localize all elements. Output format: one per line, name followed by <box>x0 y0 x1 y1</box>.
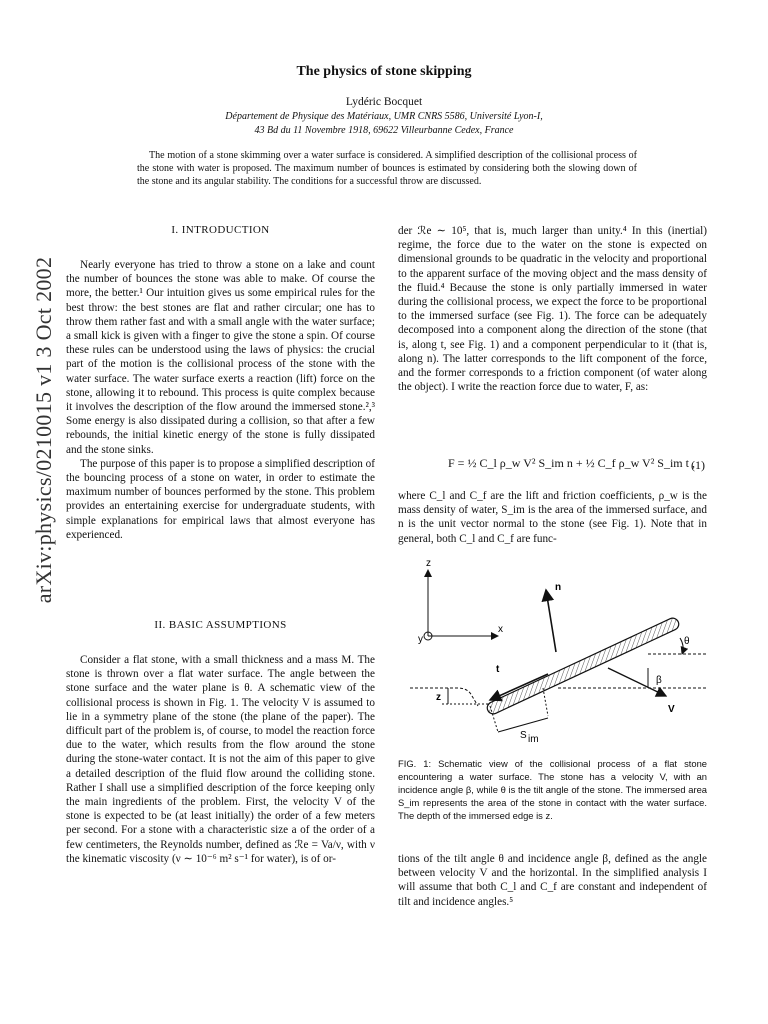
n-label: n <box>555 582 562 593</box>
t-label: t <box>496 664 500 675</box>
right-body-1 <box>398 224 707 394</box>
basic-body <box>66 653 375 866</box>
intro-body <box>66 258 375 542</box>
s-subscript-label: im <box>528 734 539 745</box>
equation-text: F = ½ C_l ρ_w V² S_im n + ½ C_f ρ_w V² S_im t , <box>448 456 695 470</box>
affiliation-line-2: 43 Bd du 11 Novembre 1918, 69622 Villeurbanne Cedex, France <box>254 125 514 136</box>
right-body-2 <box>398 489 707 546</box>
theta-label: θ <box>684 636 690 647</box>
paper-author: Lydéric Bocquet <box>345 96 423 108</box>
intro-heading: I. INTRODUCTION <box>171 224 270 236</box>
v-label: V <box>668 704 675 715</box>
beta-label: β <box>656 675 662 686</box>
right-body-3 <box>398 852 707 909</box>
figure-1 <box>398 556 718 756</box>
figure-1-caption: FIG. 1: Schematic view of the collisional process of a flat stone encountering a water surface. The stone has a velocity V, with an incidence angle β, while θ is the tilt angle of the stone. The immersed area S_im represents the area of the stone in contact with the water surface. The depth of the immersed edge is z. <box>398 758 707 821</box>
z-axis-label: z <box>426 558 431 569</box>
x-axis-label: x <box>498 624 503 635</box>
arxiv-id: arXiv:physics/0210015 v1 3 Oct 2002 <box>31 256 56 604</box>
arxiv-stamp <box>14 200 74 660</box>
equation-number: (1) <box>691 458 705 472</box>
immersed-area-right <box>543 688 548 716</box>
paper-title: The physics of stone skipping <box>296 64 472 79</box>
figure-1-diagram <box>398 556 718 756</box>
basic-paragraph-1: Consider a flat stone, with a small thickness and a mass M. The stone is thrown over a flat water surface. The angle between the stone surface and the water plane is θ. A schematic view of the collisional process is shown in Fig. 1. The velocity V is assumed to lie in a symmetry plane of the stone (the plane of the paper). The difficult part of the problem is, of course, to model the reaction force due to the water, which results from the flow around the stone during the stone-water contact. It is not the aim of this paper to give a detailed description of the fluid flow around the colliding stone. Rather I shall use a simplified description of the force keeping only the main ingredients of the problem. First, the velocity V of the stone is expected to be (at least initially) the order of a few meters per second. For a stone with a characteristic size a of the order of a few centimeters, the Reynolds number, defined as ℛe = Va/ν, with ν the kinematic viscosity (ν ∼ 10⁻⁶ m² s⁻¹ for water), is of or- <box>66 654 375 865</box>
intro-paragraph-1: Nearly everyone has tried to throw a stone on a lake and count the number of bounces the stone was able to make. Of course the more, the better.¹ Our intuition gives us some empirical rules for the best throw: the best stones are flat and rather circular; one has to throw them rather fast and with a small angle with the water surface; a small kick is given with a finger to give the stone a spin. Of course these rules can be understood using the laws of physics: the crucial part of the motion is the collisional process of the stone with the water surface. The water surface exerts a reaction (lift) force on the stone, allowing it to rebound. This process is quite complex because it involves the description of the flow around the immersed stone.²,³ Some energy is also dissipated during a collision, so that after a few rebounds, the initial kinetic energy of the stone is fully dissipated and the stone sinks. <box>66 259 375 456</box>
y-axis-label: y <box>418 634 423 645</box>
water-surface-left <box>410 688 478 706</box>
depth-label: z <box>436 692 441 703</box>
stone <box>485 616 680 716</box>
right-paragraph-1: der ℛe ∼ 10⁵, that is, much larger than unity.⁴ In this (inertial) regime, the force due to the water on the stone is expected on dimensional grounds to be quadratic in the velocity and proportional to the apparent surface of the moving object and the mass density of the fluid.⁴ Because the stone is only partially immersed in water during the collisional process, we expect the force to be proportional to the immersed surface (see Fig. 1). The force can be adequately decomposed into a component along the direction of the stone (that is, along t, see Fig. 1) and a component perpendicular to it (that is, along n). The latter corresponds to the lift component of the force, and the former corresponds to a friction component (of water along the object). I write the reaction force due to water, F, as: <box>398 225 707 394</box>
normal-vector <box>546 590 556 652</box>
right-paragraph-3: tions of the tilt angle θ and incidence angle β, defined as the angle between velocity V and the horizontal. In the simplified analysis I will assume that both C_l and C_f are constant and independent of tilt and incidence angles.⁵ <box>398 853 707 908</box>
intro-paragraph-2: The purpose of this paper is to propose a simplified description of the bouncing process of a stone on water, in order to estimate the maximum number of bounces performed by the stone. This problem provides an entertaining exercise for undergraduate students, with simple explanations for empirical laws that almost everyone has experienced. <box>66 457 375 541</box>
theta-arc <box>680 638 683 654</box>
equation-1 <box>398 452 707 482</box>
affiliation-line-1: Département de Physique des Matériaux, UMR CNRS 5586, Université Lyon-I, <box>225 111 543 122</box>
paper-abstract: The motion of a stone skimming over a water surface is considered. A simplified description of the collisional process of the stone with water is proposed. The maximum number of bounces is estimated by considering both the slowing down of the stone and its angular stability. The conditions for a successful throw are discussed. <box>137 150 637 187</box>
basic-heading: II. BASIC ASSUMPTIONS <box>154 619 287 631</box>
right-paragraph-2: where C_l and C_f are the lift and friction coefficients, ρ_w is the mass density of water, S_im is the area of the immersed surface, and n is the unit vector normal to the stone (see Fig. 1). Note that in general, both C_l and C_f are func- <box>398 490 707 545</box>
paper-affiliation <box>0 110 768 138</box>
s-label: S <box>520 730 527 741</box>
